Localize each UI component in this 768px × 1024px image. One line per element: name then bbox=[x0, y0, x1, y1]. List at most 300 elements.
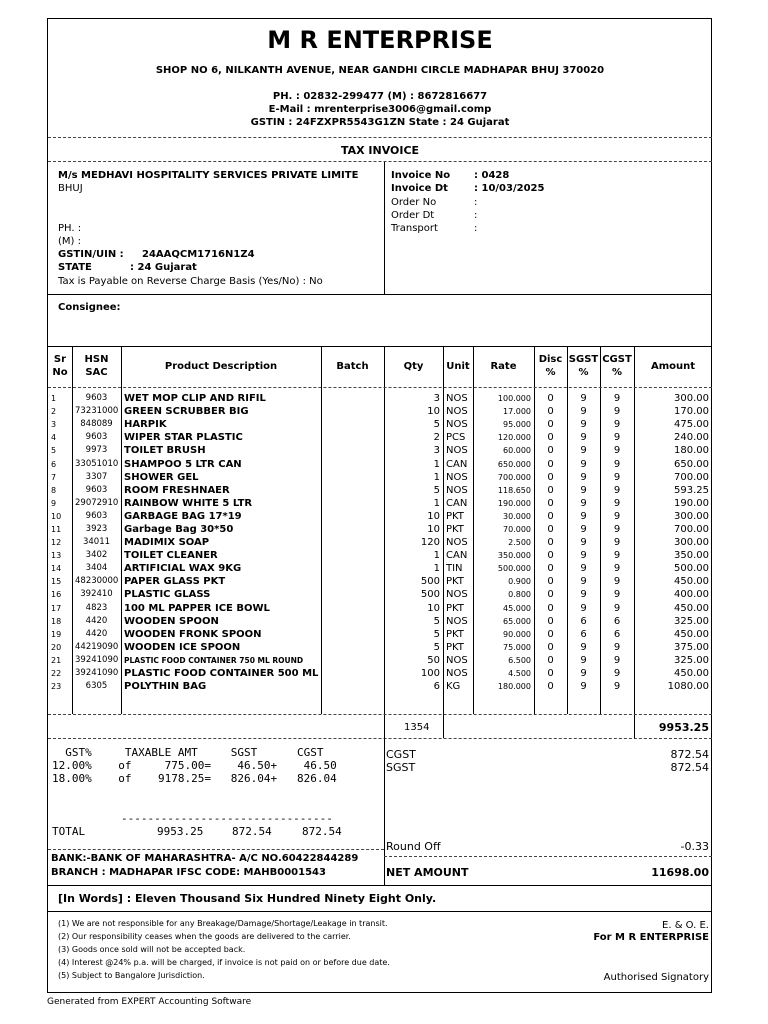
cell-description: Garbage Bag 30*50 bbox=[124, 523, 234, 535]
term-line: (2) Our responsibility ceases when the goods are delivered to the carrier. bbox=[58, 932, 351, 941]
cell-disc: 0 bbox=[547, 668, 554, 680]
table-row bbox=[48, 641, 712, 654]
cell-cgst: 9 bbox=[613, 563, 621, 575]
cell-hsn: 6305 bbox=[85, 681, 108, 692]
cell-disc: 0 bbox=[547, 419, 554, 431]
cell-disc: 0 bbox=[547, 471, 554, 483]
cell-sgst: 9 bbox=[580, 589, 587, 601]
cell-description: PAPER GLASS PKT bbox=[124, 576, 226, 588]
cell-batch bbox=[321, 536, 384, 549]
cell-cgst: 6 bbox=[613, 628, 621, 640]
cell-sr: 21 bbox=[51, 655, 62, 665]
cell-hsn: 392410 bbox=[80, 589, 113, 600]
gst-total-sgst: 872.54 bbox=[232, 825, 272, 838]
table-row bbox=[48, 667, 712, 680]
cell-qty: 3 bbox=[433, 393, 440, 405]
cell-sgst: 9 bbox=[580, 523, 587, 535]
buyer-gstin-label: GSTIN/UIN : bbox=[58, 249, 124, 260]
cell-unit: CAN bbox=[446, 458, 468, 470]
col-disc-header: Disc % bbox=[538, 354, 563, 378]
cell-disc: 0 bbox=[547, 484, 554, 496]
term-line: (1) We are not responsible for any Breakage/Damage/Shortage/Leakage in transit. bbox=[58, 919, 388, 928]
cell-unit: NOS bbox=[446, 537, 468, 549]
cell-rate: 75.000 bbox=[503, 642, 531, 652]
consignee-label: Consignee: bbox=[58, 302, 121, 313]
items-table bbox=[48, 392, 712, 693]
cell-batch bbox=[321, 392, 384, 405]
cell-hsn: 3402 bbox=[85, 550, 108, 561]
cell-amount: 375.00 bbox=[674, 641, 709, 653]
col-qty-header: Qty bbox=[403, 361, 424, 372]
cell-sr: 12 bbox=[51, 538, 62, 548]
cell-sr: 13 bbox=[51, 551, 62, 561]
cell-description: RAINBOW WHITE 5 LTR bbox=[124, 497, 253, 509]
cell-unit: NOS bbox=[446, 471, 468, 483]
cell-amount: 450.00 bbox=[674, 576, 709, 588]
cell-amount: 500.00 bbox=[674, 563, 709, 575]
cell-unit: NOS bbox=[446, 589, 468, 601]
cell-description: ROOM FRESHNAER bbox=[124, 484, 230, 496]
cell-unit: NOS bbox=[446, 654, 468, 666]
divider bbox=[48, 738, 712, 739]
cell-description: WIPER STAR PLASTIC bbox=[124, 432, 243, 444]
cell-disc: 0 bbox=[547, 576, 554, 588]
term-line: (3) Goods once sold will not be accepted back. bbox=[58, 945, 246, 954]
table-row bbox=[48, 431, 712, 444]
cell-description: WOODEN FRONK SPOON bbox=[124, 628, 262, 640]
cell-amount: 400.00 bbox=[674, 589, 709, 601]
cell-batch bbox=[321, 680, 384, 693]
table-row bbox=[48, 523, 712, 536]
divider-vertical bbox=[384, 738, 385, 885]
gst-summary-row: 12.00% of 775.00= 46.50+ 46.50 bbox=[52, 759, 337, 772]
cell-amount: 700.00 bbox=[674, 471, 709, 483]
cell-rate: 650.000 bbox=[497, 459, 531, 469]
cell-disc: 0 bbox=[547, 458, 554, 470]
cell-amount: 350.00 bbox=[674, 550, 709, 562]
gst-summary-dashes: -------------------------------- bbox=[121, 812, 333, 825]
divider bbox=[48, 849, 384, 850]
company-phone: PH. : 02832-299477 (M) : 8672816677 bbox=[272, 91, 488, 102]
cell-unit: PCS bbox=[446, 432, 466, 444]
cell-cgst: 6 bbox=[613, 615, 621, 627]
table-row bbox=[48, 497, 712, 510]
cell-unit: NOS bbox=[446, 419, 468, 431]
divider bbox=[48, 161, 712, 162]
cell-batch bbox=[321, 602, 384, 615]
cell-disc: 0 bbox=[547, 654, 554, 666]
cell-sgst: 9 bbox=[580, 458, 587, 470]
cell-rate: 0.800 bbox=[508, 590, 531, 600]
cell-sgst: 9 bbox=[580, 432, 587, 444]
cell-amount: 450.00 bbox=[674, 602, 709, 614]
cell-hsn: 39241090 bbox=[75, 654, 119, 665]
company-gstin: GSTIN : 24FZXPR5543G1ZN State : 24 Gujarat bbox=[250, 117, 510, 128]
cell-batch bbox=[321, 510, 384, 523]
cell-unit: NOS bbox=[446, 615, 468, 627]
round-off-amount: -0.33 bbox=[680, 840, 709, 853]
company-email: E-Mail : mrenterprise3006@gmail.comp bbox=[268, 104, 492, 115]
gst-total-taxable: 9953.25 bbox=[157, 825, 204, 838]
cell-disc: 0 bbox=[547, 602, 554, 614]
divider bbox=[384, 856, 712, 857]
divider bbox=[48, 387, 712, 388]
cell-amount: 650.00 bbox=[674, 458, 709, 470]
invoice-date: : 10/03/2025 bbox=[474, 183, 545, 194]
buyer-name: M/s MEDHAVI HOSPITALITY SERVICES PRIVATE LIMITE bbox=[58, 170, 359, 181]
cell-unit: NOS bbox=[446, 406, 468, 418]
cell-hsn: 9603 bbox=[85, 484, 108, 495]
round-off-label: Round Off bbox=[386, 840, 441, 853]
cell-sgst: 9 bbox=[580, 563, 587, 575]
cell-sr: 17 bbox=[51, 603, 62, 613]
cell-amount: 300.00 bbox=[674, 537, 709, 549]
cell-description: TOILET BRUSH bbox=[124, 445, 206, 457]
transport: : bbox=[474, 223, 478, 234]
cell-rate: 6.500 bbox=[508, 655, 531, 665]
cell-batch bbox=[321, 641, 384, 654]
cell-description: POLYTHIN BAG bbox=[124, 681, 207, 693]
term-line: (4) Interest @24% p.a. will be charged, if invoice is not paid on or before due date. bbox=[58, 958, 390, 967]
cell-rate: 45.000 bbox=[503, 603, 531, 613]
net-amount-label: NET AMOUNT bbox=[386, 866, 469, 879]
buyer-mobile: (M) : bbox=[58, 236, 81, 247]
cell-rate: 700.000 bbox=[497, 472, 531, 482]
table-row bbox=[48, 471, 712, 484]
col-batch-header: Batch bbox=[336, 361, 369, 372]
eoe: E. & O. E. bbox=[662, 920, 709, 931]
cell-unit: NOS bbox=[446, 445, 468, 457]
divider bbox=[48, 137, 712, 138]
cell-hsn: 848089 bbox=[80, 419, 113, 430]
cell-qty: 5 bbox=[433, 641, 440, 653]
cell-sgst: 9 bbox=[580, 484, 587, 496]
cell-qty: 100 bbox=[420, 668, 440, 680]
gst-summary-row: 18.00% of 9178.25= 826.04+ 826.04 bbox=[52, 772, 337, 785]
cell-sr: 6 bbox=[51, 459, 57, 469]
col-sgst-header: SGST % bbox=[568, 354, 599, 378]
cell-qty: 5 bbox=[433, 419, 440, 431]
cell-unit: NOS bbox=[446, 393, 468, 405]
cell-qty: 1 bbox=[433, 458, 440, 470]
company-name: M R ENTERPRISE bbox=[267, 26, 493, 54]
cell-qty: 2 bbox=[433, 432, 440, 444]
divider bbox=[48, 911, 712, 912]
cell-batch bbox=[321, 654, 384, 667]
cell-sr: 3 bbox=[51, 420, 57, 430]
for-company: For M R ENTERPRISE bbox=[593, 932, 709, 943]
cell-sgst: 9 bbox=[580, 654, 587, 666]
cell-rate: 120.000 bbox=[497, 433, 531, 443]
cell-sr: 22 bbox=[51, 669, 62, 679]
divider bbox=[48, 346, 712, 347]
cell-disc: 0 bbox=[547, 628, 554, 640]
cell-cgst: 9 bbox=[613, 484, 621, 496]
cell-disc: 0 bbox=[547, 393, 554, 405]
cell-qty: 10 bbox=[427, 602, 440, 614]
cell-hsn: 29072910 bbox=[75, 497, 119, 508]
cell-qty: 5 bbox=[433, 628, 440, 640]
cell-hsn: 9603 bbox=[85, 393, 108, 404]
cell-cgst: 9 bbox=[613, 406, 621, 418]
gst-total-label: TOTAL bbox=[52, 825, 86, 838]
cell-qty: 5 bbox=[433, 615, 440, 627]
cell-qty: 1 bbox=[433, 563, 440, 575]
cell-batch bbox=[321, 431, 384, 444]
cell-unit: KG bbox=[446, 681, 461, 693]
col-description-header: Product Description bbox=[164, 361, 278, 372]
cell-rate: 2.500 bbox=[508, 538, 531, 548]
cell-sgst: 9 bbox=[580, 576, 587, 588]
cell-hsn: 9973 bbox=[85, 445, 108, 456]
cell-rate: 4.500 bbox=[508, 669, 531, 679]
cell-disc: 0 bbox=[547, 523, 554, 535]
cell-disc: 0 bbox=[547, 681, 554, 693]
cell-unit: NOS bbox=[446, 668, 468, 680]
cell-cgst: 9 bbox=[613, 576, 621, 588]
cell-unit: CAN bbox=[446, 497, 468, 509]
cell-sr: 9 bbox=[51, 498, 57, 508]
cell-qty: 1 bbox=[433, 550, 440, 562]
cell-sr: 23 bbox=[51, 682, 62, 692]
cell-hsn: 4420 bbox=[85, 615, 108, 626]
cell-cgst: 9 bbox=[613, 668, 621, 680]
cell-hsn: 33051010 bbox=[75, 458, 119, 469]
table-row bbox=[48, 418, 712, 431]
qty-total: 1354 bbox=[404, 722, 430, 733]
cell-sgst: 6 bbox=[580, 615, 587, 627]
cell-batch bbox=[321, 457, 384, 470]
invoice-no: : 0428 bbox=[474, 170, 510, 181]
cell-disc: 0 bbox=[547, 537, 554, 549]
cell-hsn: 73231000 bbox=[75, 406, 119, 417]
cell-batch bbox=[321, 667, 384, 680]
cell-sgst: 9 bbox=[580, 406, 587, 418]
amount-in-words: [In Words] : Eleven Thousand Six Hundred Ninety Eight Only. bbox=[58, 892, 437, 905]
cell-rate: 17.000 bbox=[503, 407, 531, 417]
cell-cgst: 9 bbox=[613, 654, 621, 666]
cell-sr: 8 bbox=[51, 485, 57, 495]
cell-rate: 90.000 bbox=[503, 629, 531, 639]
cell-sgst: 9 bbox=[580, 550, 587, 562]
table-row bbox=[48, 510, 712, 523]
cell-amount: 325.00 bbox=[674, 615, 709, 627]
cell-sgst: 9 bbox=[580, 471, 587, 483]
reverse-charge: Tax is Payable on Reverse Charge Basis (Yes/No) : No bbox=[58, 276, 323, 287]
table-row bbox=[48, 562, 712, 575]
cell-batch bbox=[321, 588, 384, 601]
table-row bbox=[48, 457, 712, 470]
order-no: : bbox=[474, 197, 478, 208]
cell-rate: 60.000 bbox=[503, 446, 531, 456]
cgst-label: CGST bbox=[386, 748, 416, 761]
cell-cgst: 9 bbox=[613, 537, 621, 549]
cell-hsn: 4823 bbox=[85, 602, 108, 613]
table-row bbox=[48, 575, 712, 588]
cell-cgst: 9 bbox=[613, 641, 621, 653]
cell-hsn: 4420 bbox=[85, 628, 108, 639]
cell-sgst: 9 bbox=[580, 602, 587, 614]
amount-total: 9953.25 bbox=[658, 721, 709, 734]
gst-total-cgst: 872.54 bbox=[302, 825, 342, 838]
cell-description: PLASTIC FOOD CONTAINER 750 ML ROUND bbox=[124, 655, 304, 665]
cell-description: PLASTIC FOOD CONTAINER 500 ML bbox=[124, 668, 319, 680]
cell-rate: 118.650 bbox=[497, 485, 531, 495]
cell-description: 100 ML PAPPER ICE BOWL bbox=[124, 602, 270, 614]
cell-batch bbox=[321, 497, 384, 510]
cell-rate: 95.000 bbox=[503, 420, 531, 430]
cgst-amount: 872.54 bbox=[670, 748, 709, 761]
transport-label: Transport bbox=[391, 223, 438, 234]
cell-sr: 1 bbox=[51, 394, 57, 404]
table-row bbox=[48, 536, 712, 549]
cell-amount: 475.00 bbox=[674, 419, 709, 431]
cell-qty: 1 bbox=[433, 497, 440, 509]
divider-vertical bbox=[384, 162, 385, 294]
table-row bbox=[48, 549, 712, 562]
cell-batch bbox=[321, 484, 384, 497]
buyer-city: BHUJ bbox=[58, 183, 83, 194]
cell-rate: 65.000 bbox=[503, 616, 531, 626]
cell-description: WOODEN ICE SPOON bbox=[124, 641, 241, 653]
cell-sr: 7 bbox=[51, 472, 57, 482]
company-address: SHOP NO 6, NILKANTH AVENUE, NEAR GANDHI CIRCLE MADHAPAR BHUJ 370020 bbox=[155, 65, 605, 76]
cell-sr: 10 bbox=[51, 511, 62, 521]
cell-cgst: 9 bbox=[613, 681, 621, 693]
cell-sgst: 6 bbox=[580, 628, 587, 640]
cell-description: WET MOP CLIP AND RIFIL bbox=[124, 393, 266, 405]
cell-unit: PKT bbox=[446, 510, 464, 522]
cell-unit: PKT bbox=[446, 523, 464, 535]
table-row bbox=[48, 444, 712, 457]
divider bbox=[48, 714, 712, 715]
cell-disc: 0 bbox=[547, 615, 554, 627]
cell-amount: 170.00 bbox=[674, 406, 709, 418]
cell-disc: 0 bbox=[547, 497, 554, 509]
cell-amount: 700.00 bbox=[674, 523, 709, 535]
cell-sgst: 9 bbox=[580, 537, 587, 549]
cell-hsn: 3307 bbox=[85, 471, 108, 482]
cell-qty: 50 bbox=[427, 654, 440, 666]
cell-rate: 350.000 bbox=[497, 551, 531, 561]
cell-amount: 240.00 bbox=[674, 432, 709, 444]
col-cgst-header: CGST % bbox=[602, 354, 632, 378]
cell-hsn: 9603 bbox=[85, 510, 108, 521]
cell-rate: 30.000 bbox=[503, 511, 531, 521]
cell-description: GARBAGE BAG 17*19 bbox=[124, 510, 242, 522]
bank-details: BANK:-BANK OF MAHARASHTRA- A/C NO.60422844289 bbox=[51, 853, 359, 864]
col-sr-header: Sr No bbox=[52, 354, 68, 378]
cell-sr: 19 bbox=[51, 629, 62, 639]
buyer-gstin: 24AAQCM1716N1Z4 bbox=[142, 249, 255, 260]
cell-cgst: 9 bbox=[613, 497, 621, 509]
cell-sgst: 9 bbox=[580, 681, 587, 693]
table-row bbox=[48, 628, 712, 641]
buyer-phone: PH. : bbox=[58, 223, 82, 234]
cell-amount: 180.00 bbox=[674, 445, 709, 457]
cell-batch bbox=[321, 549, 384, 562]
cell-disc: 0 bbox=[547, 589, 554, 601]
table-row bbox=[48, 654, 712, 667]
table-row bbox=[48, 484, 712, 497]
cell-qty: 120 bbox=[420, 537, 440, 549]
cell-amount: 325.00 bbox=[674, 654, 709, 666]
cell-cgst: 9 bbox=[613, 602, 621, 614]
cell-cgst: 9 bbox=[613, 393, 621, 405]
footer-generated: Generated from EXPERT Accounting Software bbox=[47, 997, 252, 1007]
col-unit-header: Unit bbox=[446, 361, 470, 372]
cell-sr: 11 bbox=[51, 524, 62, 534]
cell-disc: 0 bbox=[547, 445, 554, 457]
cell-disc: 0 bbox=[547, 510, 554, 522]
cell-amount: 1080.00 bbox=[667, 681, 709, 693]
order-date: : bbox=[474, 210, 478, 221]
table-row bbox=[48, 602, 712, 615]
doc-title: TAX INVOICE bbox=[340, 144, 420, 157]
cell-batch bbox=[321, 471, 384, 484]
cell-qty: 10 bbox=[427, 510, 440, 522]
invoice-no-label: Invoice No bbox=[391, 170, 451, 181]
cell-qty: 3 bbox=[433, 445, 440, 457]
cell-amount: 450.00 bbox=[674, 628, 709, 640]
table-row bbox=[48, 392, 712, 405]
cell-rate: 70.000 bbox=[503, 524, 531, 534]
col-amount-header: Amount bbox=[650, 361, 696, 372]
cell-sgst: 9 bbox=[580, 419, 587, 431]
cell-rate: 0.900 bbox=[508, 577, 531, 587]
cell-amount: 593.25 bbox=[674, 484, 709, 496]
cell-batch bbox=[321, 523, 384, 536]
cell-batch bbox=[321, 562, 384, 575]
cell-sr: 20 bbox=[51, 642, 62, 652]
table-row bbox=[48, 615, 712, 628]
divider bbox=[48, 885, 712, 886]
cell-batch bbox=[321, 444, 384, 457]
cell-hsn: 9603 bbox=[85, 432, 108, 443]
cell-sgst: 9 bbox=[580, 393, 587, 405]
cell-sgst: 9 bbox=[580, 497, 587, 509]
cell-description: GREEN SCRUBBER BIG bbox=[124, 406, 249, 418]
cell-sr: 14 bbox=[51, 564, 62, 574]
sgst-label: SGST bbox=[386, 761, 416, 774]
cell-qty: 6 bbox=[433, 681, 440, 693]
cell-batch bbox=[321, 615, 384, 628]
buyer-state: : 24 Gujarat bbox=[130, 262, 197, 273]
col-rate-header: Rate bbox=[490, 361, 517, 372]
cell-sgst: 9 bbox=[580, 668, 587, 680]
cell-sr: 4 bbox=[51, 433, 57, 443]
cell-qty: 500 bbox=[420, 576, 440, 588]
bank-branch: BRANCH : MADHAPAR IFSC CODE: MAHB0001543 bbox=[51, 867, 326, 878]
cell-description: HARPIK bbox=[124, 419, 167, 431]
cell-batch bbox=[321, 418, 384, 431]
cell-sgst: 9 bbox=[580, 641, 587, 653]
cell-description: WOODEN SPOON bbox=[124, 615, 219, 627]
term-line: (5) Subject to Bangalore Jurisdiction. bbox=[58, 971, 205, 980]
cell-sr: 5 bbox=[51, 446, 57, 456]
cell-cgst: 9 bbox=[613, 458, 621, 470]
cell-unit: PKT bbox=[446, 628, 464, 640]
cell-unit: PKT bbox=[446, 641, 464, 653]
cell-sr: 15 bbox=[51, 577, 62, 587]
cell-rate: 100.000 bbox=[497, 394, 531, 404]
cell-qty: 10 bbox=[427, 406, 440, 418]
cell-qty: 500 bbox=[420, 589, 440, 601]
cell-sr: 2 bbox=[51, 407, 57, 417]
cell-cgst: 9 bbox=[613, 432, 621, 444]
cell-unit: PKT bbox=[446, 576, 464, 588]
cell-rate: 500.000 bbox=[497, 564, 531, 574]
